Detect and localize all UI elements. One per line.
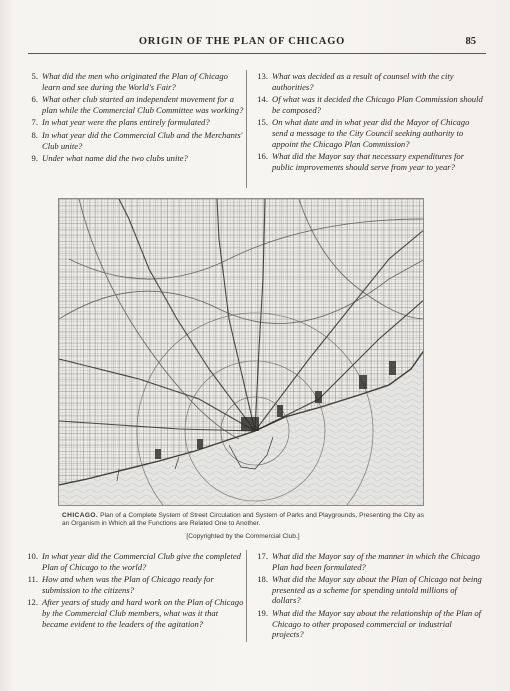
question-number: 19. xyxy=(257,607,268,618)
caption-title: CHICAGO. xyxy=(62,512,99,519)
questions-top-right xyxy=(252,71,484,174)
map-illustration xyxy=(59,199,424,506)
question-number: 11. xyxy=(27,574,38,585)
question-number: 13. xyxy=(257,71,268,81)
question-number: 5. xyxy=(31,71,38,81)
question-number: 16. xyxy=(257,151,268,162)
question-text: In what year did the Commercial Club give the completed Plan of Chicago to the world? xyxy=(42,551,241,572)
page-number: 85 xyxy=(465,36,476,47)
question-item xyxy=(22,153,244,164)
question-text: What did the Mayor say that necessary expenditures for public improvements should serve from year to year? xyxy=(272,151,465,172)
question-text: Of what was it decided the Chicago Plan Commission should be composed? xyxy=(272,94,483,115)
question-item xyxy=(22,597,244,629)
question-item xyxy=(22,94,244,115)
question-text: What did the Mayor say about the relationship of the Plan of Chicago to other proposed commercial or industrial projects? xyxy=(272,607,482,640)
question-number: 15. xyxy=(257,117,268,128)
question-number: 8. xyxy=(31,129,38,140)
figure-caption xyxy=(62,512,424,528)
question-item xyxy=(252,151,484,172)
question-text: After years of study and hard work on the Plan of Chicago by the Commercial Club members, what was it that became evident to the leaders of the agitation? xyxy=(42,597,244,629)
question-number: 17. xyxy=(257,551,268,561)
question-text: Under what name did the two clubs unite? xyxy=(42,153,188,164)
question-item xyxy=(252,117,484,149)
question-item xyxy=(22,71,244,92)
page-title: ORIGIN OF THE PLAN OF CHICAGO xyxy=(138,36,346,47)
question-item xyxy=(22,130,244,151)
figure-copyright: [Copyrighted by the Commercial Club.] xyxy=(186,533,300,540)
questions-bottom-right xyxy=(252,551,484,642)
column-divider-bottom xyxy=(246,550,247,642)
question-item xyxy=(252,574,484,606)
question-text: How and when was the Plan of Chicago ready for submission to the citizens? xyxy=(42,574,214,595)
question-number: 12. xyxy=(27,597,38,608)
question-number: 9. xyxy=(31,153,38,164)
question-item xyxy=(252,551,484,572)
question-number: 14. xyxy=(257,94,268,105)
question-text: What was decided as a result of counsel with the city authorities? xyxy=(272,71,454,92)
question-text: What other club started an independent movement for a plan while the Commercial Club Committee was working? xyxy=(42,94,244,115)
question-text: In what year were the plans entirely formulated? xyxy=(42,117,210,128)
question-text: What did the Mayor say of the manner in which the Chicago Plan had been formulated? xyxy=(272,551,480,572)
question-number: 7. xyxy=(31,117,38,128)
question-item xyxy=(22,117,244,128)
caption-text: Plan of a Complete System of Street Circulation and System of Parks and Playgrounds, Presenting the City as an Organism in Which all the Functions are Related One to Another. xyxy=(62,512,424,527)
questions-top-left xyxy=(22,71,244,166)
question-text: On what date and in what year did the Mayor of Chicago send a message to the City Council seeking authority to appoint the Chicago Plan Commission? xyxy=(272,117,470,149)
question-item xyxy=(252,608,484,640)
page-header xyxy=(0,36,510,50)
question-number: 10. xyxy=(27,551,38,561)
header-rule xyxy=(28,53,486,54)
column-divider-top xyxy=(246,70,247,188)
question-text: What did the Mayor say about the Plan of Chicago not being presented as a scheme for spending untold millions of dollars? xyxy=(272,574,482,606)
chicago-plan-map xyxy=(58,198,424,506)
question-item xyxy=(252,71,484,92)
question-text: What did the men who originated the Plan of Chicago learn and see during the World's Fair? xyxy=(42,71,228,92)
question-item xyxy=(22,551,244,572)
question-item xyxy=(252,94,484,115)
question-number: 18. xyxy=(257,574,268,585)
question-number: 6. xyxy=(31,94,38,105)
question-item xyxy=(22,574,244,595)
question-text: In what year did the Commercial Club and the Merchants' Club unite? xyxy=(42,129,243,151)
questions-bottom-left xyxy=(22,551,244,631)
